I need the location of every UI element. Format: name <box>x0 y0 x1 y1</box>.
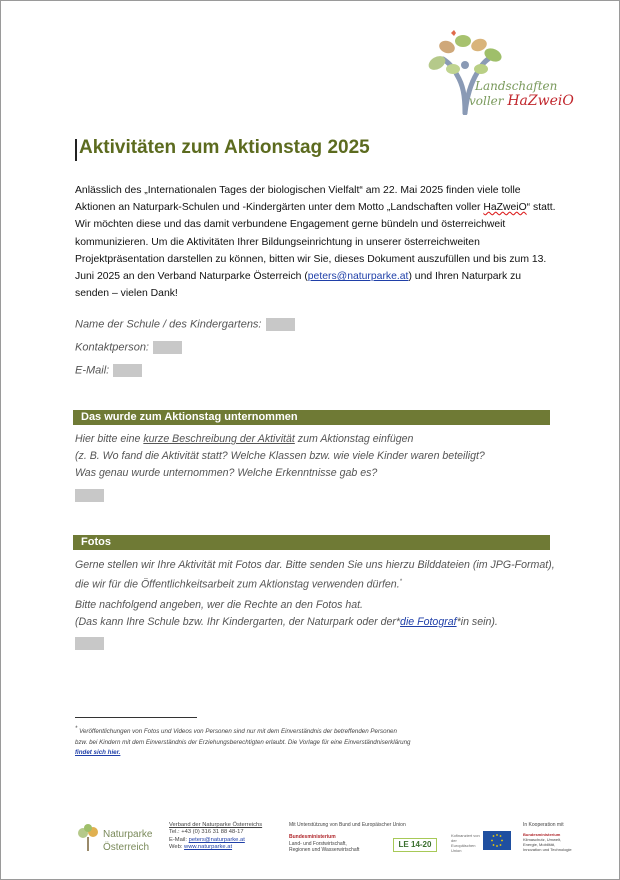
school-name-field: Name der Schule / des Kindergartens: <box>75 318 295 331</box>
footer-cooperation-text: In Kooperation mit <box>523 822 564 828</box>
footer-org-name-line2: Österreich <box>103 842 150 853</box>
footer-contact: Verband der Naturparke Österreichs Tel.: +43 (0) 316 31 88 48-17 E-Mail: peters@naturparke.at Web: www.naturparke.at <box>169 822 263 851</box>
footnote-divider <box>75 717 197 718</box>
photo-rights-input[interactable] <box>75 637 104 650</box>
footer-email-link[interactable]: peters@naturparke.at <box>188 836 245 843</box>
motto-word: HaZweiO <box>483 202 527 214</box>
text-cursor <box>75 139 77 161</box>
email-field: E-Mail: <box>75 364 142 377</box>
photographer-link[interactable]: die Fotograf <box>400 616 457 628</box>
email-link[interactable]: peters@naturparke.at <box>307 271 409 283</box>
logo-text-line2: voller HaZweiO <box>469 93 574 109</box>
section-heading-photos: Fotos <box>73 535 550 550</box>
section-heading-activity: Das wurde zum Aktionstag unternommen <box>73 410 550 425</box>
activity-description-input[interactable] <box>75 489 104 502</box>
footer-web-link[interactable]: www.naturparke.at <box>184 844 233 851</box>
naturparke-logo-icon <box>73 823 103 853</box>
consent-form-link[interactable]: findet sich hier. <box>75 749 121 757</box>
activity-instructions: Hier bitte eine kurze Beschreibung der Aktivität zum Aktionstag einfügen (z. B. Wo fand die Aktivität statt? Welche Klassen bzw. wie viele Kinder waren beteiligt? Was genau wurde unternommen? Welche Erkenntnisse gab es? <box>75 433 485 479</box>
email-input[interactable] <box>113 364 142 377</box>
ministry-logo: Bundesministerium Land- und Forstwirtschaft, Regionen und Wasserwirtschaft <box>289 834 360 853</box>
page-title: Aktivitäten zum Aktionstag 2025 <box>79 137 370 158</box>
footnote: * Veröffentlichungen von Fotos und Videos von Personen sind nur mit dem Einverständnis der betreffenden Personen bzw. bei Kindern mit dem Einverständnis der Erziehungsberechtigten erlaubt. Die Vorlage für eine Einverständniserklärung findet sich hier. <box>75 726 411 757</box>
school-name-input[interactable] <box>266 318 295 331</box>
contact-person-input[interactable] <box>153 341 182 354</box>
photo-rights-instructions: Bitte nachfolgend angeben, wer die Rechte an den Fotos hat. (Das kann Ihre Schule bzw. Ihr Kindergarten, der Naturpark oder der*die Fotograf*in sein). <box>75 599 498 628</box>
footer-org-name-line1: Naturparke <box>103 829 153 840</box>
photos-instructions: Gerne stellen wir Ihre Aktivität mit Fotos dar. Bitte senden Sie uns hierzu Bilddateien (im JPG-Format), die wir für die Öffentlichkeitsarbeit zum Aktionstag verwenden dürfen.* <box>75 559 555 591</box>
intro-paragraph: Anlässlich des „Internationalen Tages der biologischen Vielfalt“ am 22. Mai 2025 finden viele tolle Aktionen an Naturpark-Schulen und -Kindergärten unter dem Motto „Landschaften voller HaZweiO“ statt. Wir möchten diese und das damit verbundene Engagement gerne bündeln und österreichweit kommunizieren. Um die Aktivitäten Ihrer Bildungseinrichtung in unserer österreichweiten Projektpräsentation darstellen zu können, bitten wir Sie, dieses Dokument auszufüllen und bis zum 13. Juni 2025 an den Verband Naturparke Österreich (peters@naturparke.at) und Ihren Naturpark zu senden – vielen Dank! <box>75 185 556 300</box>
footer-support-text: Mit Unterstützung von Bund und Europäischer Union <box>289 822 406 828</box>
bmk-logo: Bundesministerium Klimaschutz, Umwelt, Energie, Mobilität, Innovation und Technologie <box>523 832 572 852</box>
contact-person-field: Kontaktperson: <box>75 341 182 354</box>
le-14-20-logo: LE 14-20 <box>393 838 437 852</box>
eu-flag-icon <box>483 831 511 850</box>
eu-cofunding-text: Kofinanziert von der Europäischen Union <box>451 833 480 853</box>
logo-text-line1: Landschaften <box>475 79 558 93</box>
